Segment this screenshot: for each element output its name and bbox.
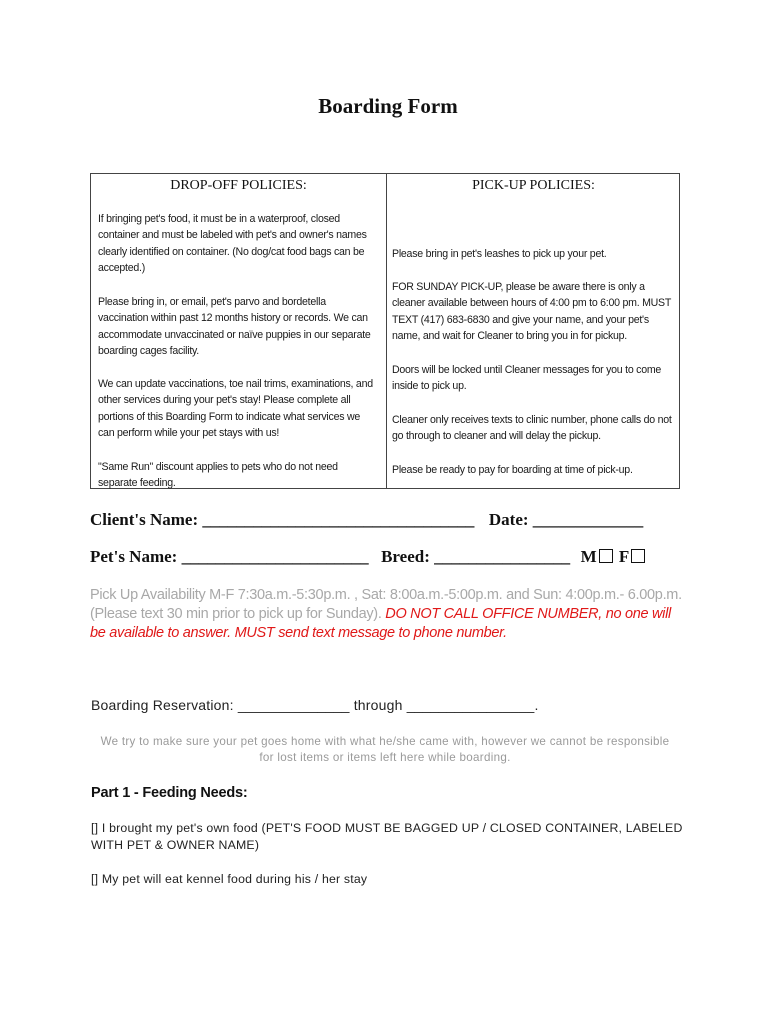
date-field[interactable]: Date: _____________: [488, 510, 644, 529]
pickup-paragraph-payment: Please be ready to pay for boarding at time of pick-up.: [392, 464, 633, 476]
pickup-heading: PICK-UP POLICIES:: [472, 178, 595, 193]
client-name-field[interactable]: Client's Name: ________________________________: [90, 510, 475, 529]
dropoff-heading: DROP-OFF POLICIES:: [170, 178, 307, 193]
client-date-row: [90, 510, 643, 530]
pickup-paragraph-doors: Doors will be locked until Cleaner messages for you to come inside to pick up.: [392, 364, 662, 393]
policies-table: [90, 173, 680, 489]
reservation-end-field[interactable]: through ________________.: [353, 697, 539, 713]
availability-hours: Pick Up Availability M-F 7:30a.m.-5:30p.m. , Sat: 8:00a.m.-5:00p.m. and Sun: 4:00p.m.- 6.00p.m.(Please text 30 min prior to pick up for Sunday).: [90, 587, 682, 622]
option-own-food[interactable]: [] I brought my pet's own food (PET'S FOOD MUST BE BAGGED UP / CLOSED CONTAINER, LABELED WITH PET & OWNER NAME): [91, 821, 683, 852]
option-kennel-food[interactable]: [] My pet will eat kennel food during his / her stay: [91, 872, 368, 886]
female-checkbox[interactable]: [631, 549, 645, 563]
pickup-paragraph-sunday: FOR SUNDAY PICK-UP, please be aware there is only a cleaner available between hours of 4:00 pm to 6:00 pm. MUST TEXT (417) 683-6830 and give your name, and your pet's name, and wait for Cleaner to bring you in for pickup.: [392, 281, 671, 343]
lost-items-disclaimer: We try to make sure your pet goes home with what he/she came with, however we cannot be responsible for lost items or items left here while boarding.: [100, 735, 670, 764]
page-title: Boarding Form: [318, 94, 458, 118]
reservation-start-field[interactable]: Boarding Reservation: ______________: [91, 697, 350, 713]
pickup-paragraph-leashes: Please bring in pet's leashes to pick up your pet.: [392, 248, 607, 260]
male-label: M: [580, 547, 597, 566]
dropoff-paragraph-services: We can update vaccinations, toe nail trims, examinations, and other services during your pet's stay! Please complete all portions of this Boarding Form to indicate what services we can perform while your pet stays with us!: [98, 378, 373, 440]
dropoff-paragraph-vaccination: Please bring in, or email, pet's parvo and bordetella vaccination within past 12 months history or records. We can accommodate unvaccinated or naïve puppies in our separate boarding cages facility.: [98, 296, 371, 358]
pet-name-field[interactable]: Pet's Name: ______________________: [90, 547, 369, 566]
dropoff-paragraph-discount: "Same Run" discount applies to pets who do not need separate feeding.: [98, 461, 338, 490]
pickup-paragraph-texts: Cleaner only receives texts to clinic number, phone calls do not go through to cleaner and will delay the pickup.: [392, 414, 672, 443]
availability-warning: DO NOT CALL OFFICE NUMBER, no one will be available to answer. MUST send text message to phone number.: [90, 606, 671, 641]
part1-heading: Part 1 - Feeding Needs:: [91, 785, 248, 801]
male-checkbox[interactable]: [599, 549, 613, 563]
dropoff-paragraph-food: If bringing pet's food, it must be in a waterproof, closed container and must be labeled with pet's and owner's names clearly identified on container. (No dog/cat food bags can be accepted.): [98, 213, 367, 275]
breed-field[interactable]: Breed: ________________: [381, 547, 571, 566]
pet-breed-row: [90, 547, 647, 567]
female-label: F: [618, 547, 630, 566]
column-divider: [386, 174, 387, 488]
boarding-reservation-row: [91, 697, 539, 713]
pickup-availability: [90, 586, 690, 643]
